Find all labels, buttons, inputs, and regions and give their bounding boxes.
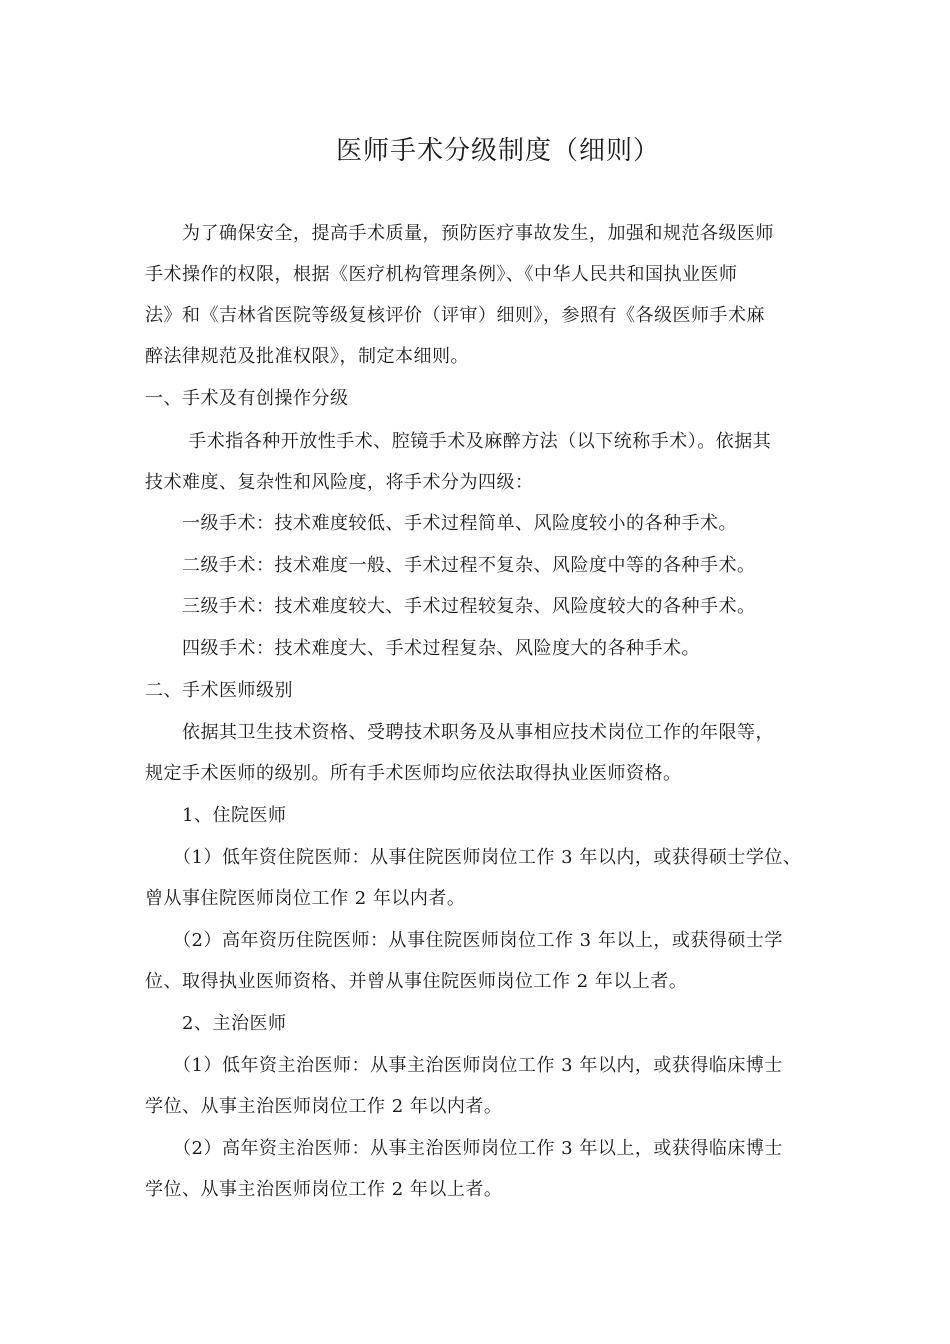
paragraph-line: 为了确保安全，提高手术质量，预防医疗事故发生，加强和规范各级医师 (145, 223, 774, 244)
paragraph-line: （1）低年资住院医师：从事住院医师岗位工作 3 年以内，或获得硕士学位、 (145, 847, 802, 868)
paragraph-line: 规定手术医师的级别。所有手术医师均应依法取得执业医师资格。 (145, 763, 682, 784)
paragraph-line: （2）高年资主治医师：从事主治医师岗位工作 3 年以上，或获得临床博士 (145, 1138, 783, 1159)
paragraph-line: 曾从事住院医师岗位工作 2 年以内者。 (145, 888, 466, 909)
list-item: 一级手术：技术难度较低、手术过程简单、风险度较小的各种手术。 (145, 513, 737, 534)
paragraph-line: 手术指各种开放性手术、腔镜手术及麻醉方法（以下统称手术）。依据其 (145, 431, 772, 452)
section-heading: 二、手术医师级别 (145, 680, 293, 701)
document-title: 医师手术分级制度（细则） (335, 136, 660, 166)
paragraph-line: （1）低年资主治医师：从事主治医师岗位工作 3 年以内，或获得临床博士 (145, 1055, 783, 1076)
paragraph-line: 学位、从事主治医师岗位工作 2 年以内者。 (145, 1096, 503, 1117)
paragraph-line: 依据其卫生技术资格、受聘技术职务及从事相应技术岗位工作的年限等， (145, 722, 774, 743)
paragraph-line: 位、取得执业医师资格、并曾从事住院医师岗位工作 2 年以上者。 (145, 971, 688, 992)
list-item: 四级手术：技术难度大、手术过程复杂、风险度大的各种手术。 (145, 638, 700, 659)
list-item: 二级手术：技术难度一般、手术过程不复杂、风险度中等的各种手术。 (145, 555, 756, 576)
subsection-heading: 1、住院医师 (145, 805, 287, 826)
paragraph-line: 技术难度、复杂性和风险度，将手术分为四级： (145, 472, 534, 493)
section-heading: 一、手术及有创操作分级 (145, 388, 349, 409)
paragraph-line: 法》和《吉林省医院等级复核评价（评审）细则》，参照有《各级医师手术麻 (145, 305, 765, 326)
list-item: 三级手术：技术难度较大、手术过程较复杂、风险度较大的各种手术。 (145, 596, 756, 617)
paragraph-line: 醉法律规范及批准权限》，制定本细则。 (145, 346, 469, 367)
paragraph-line: 手术操作的权限，根据《医疗机构管理条例》、《中华人民共和国执业医师 (145, 264, 738, 285)
paragraph-line: 学位、从事主治医师岗位工作 2 年以上者。 (145, 1179, 503, 1200)
paragraph-line: （2）高年资历住院医师：从事住院医师岗位工作 3 年以上，或获得硕士学 (145, 930, 783, 951)
subsection-heading: 2、主治医师 (145, 1013, 287, 1034)
